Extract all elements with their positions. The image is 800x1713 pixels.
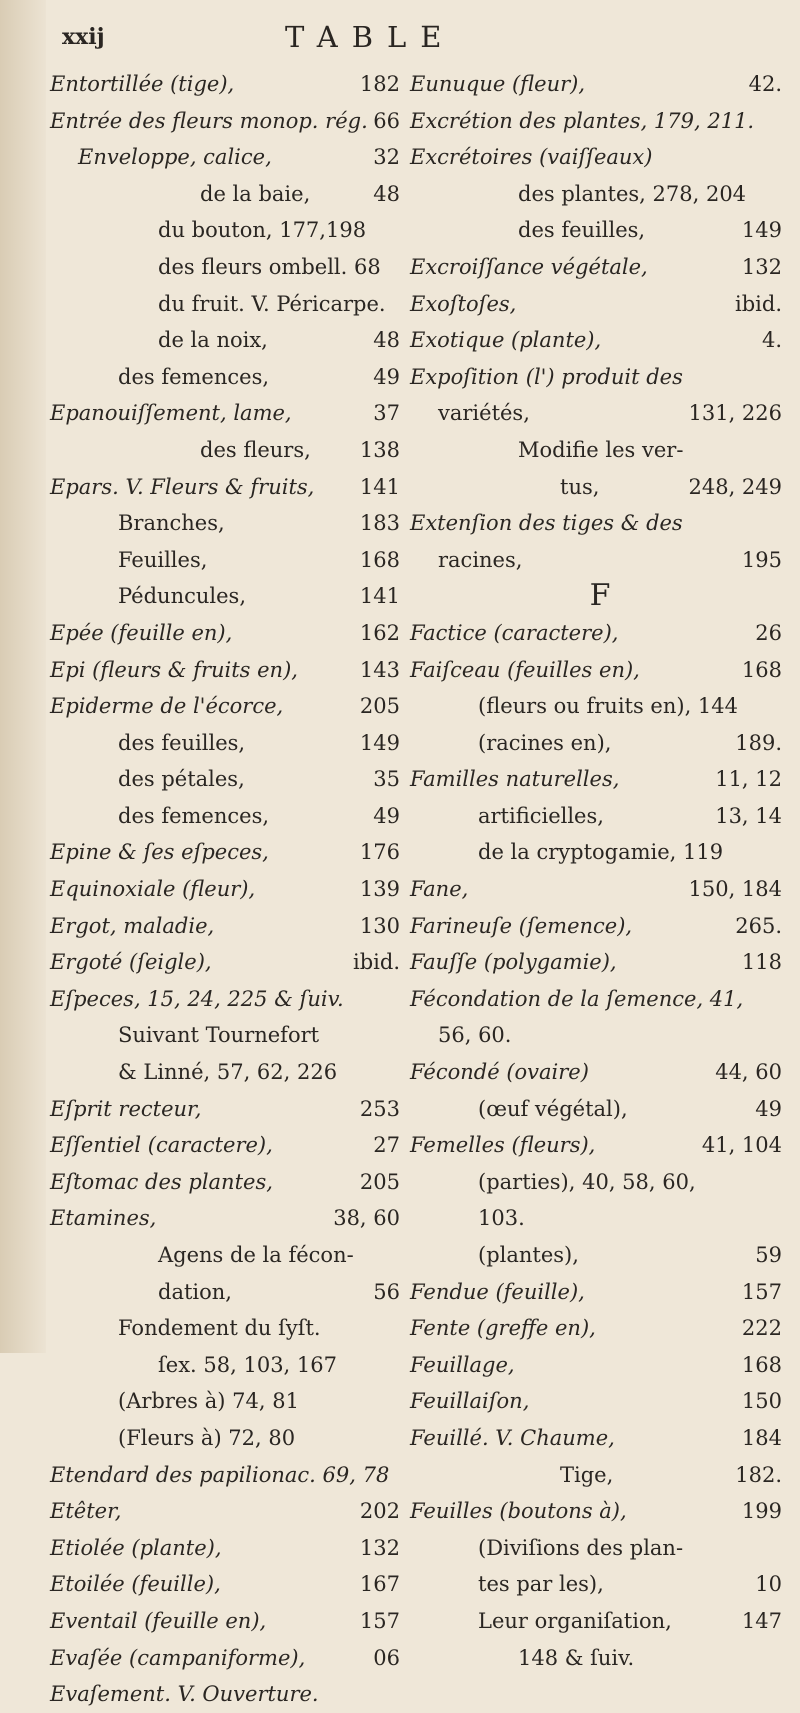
- entry-page-ref: 11, 12: [715, 767, 782, 792]
- index-entry: [410, 1164, 790, 1201]
- entry-text: Fendue (feuille),: [410, 1279, 585, 1304]
- entry-text: Eventail (feuille en),: [50, 1608, 267, 1633]
- entry-text: Feuillé. V. Chaume,: [410, 1425, 615, 1450]
- index-entry: [50, 1493, 408, 1530]
- entry-text: (Fleurs à) 72, 80: [118, 1425, 296, 1450]
- entry-page-ref: 59: [755, 1243, 782, 1267]
- entry-text: Entrée des fleurs monop. rég.: [50, 108, 368, 133]
- entry-page-ref: 131, 226: [688, 401, 782, 426]
- entry-page-ref: 222: [741, 1316, 782, 1341]
- index-entry: [410, 469, 790, 506]
- index-entry: [50, 1310, 408, 1347]
- entry-text: & Linné, 57, 62, 226: [118, 1060, 338, 1085]
- entry-text: Epi (fleurs & fruits en),: [50, 657, 298, 682]
- index-entry: [410, 542, 790, 579]
- entry-text: Leur organiſation,: [478, 1608, 672, 1633]
- page-number: xxij: [62, 24, 105, 50]
- index-entry: [410, 652, 790, 689]
- entry-text: Etêter,: [50, 1499, 122, 1524]
- entry-text: 56, 60.: [438, 1023, 512, 1048]
- index-entry: [410, 1091, 790, 1128]
- entry-page-ref: 149: [359, 730, 400, 755]
- index-entry: [410, 139, 790, 176]
- entry-page-ref: 10: [755, 1572, 782, 1597]
- index-entry: [50, 1566, 408, 1603]
- entry-text: Etamines,: [50, 1206, 157, 1231]
- index-entry: [410, 322, 790, 359]
- index-entry: [50, 1383, 408, 1420]
- entry-text: Excrétoires (vaiſſeaux): [410, 145, 653, 170]
- entry-page-ref: 38, 60: [333, 1206, 400, 1231]
- index-entry: [410, 688, 790, 725]
- entry-page-ref: 35: [373, 767, 400, 792]
- index-entry: [410, 505, 790, 542]
- index-entry: [50, 688, 408, 725]
- index-entry: [410, 212, 790, 249]
- index-entry: [410, 615, 790, 652]
- index-entry: [410, 103, 790, 140]
- entry-text: Fauſſe (polygamie),: [410, 950, 617, 975]
- page-edge-shadow: [0, 0, 46, 1353]
- entry-page-ref: 157: [359, 1608, 400, 1633]
- entry-text: Feuillaiſon,: [410, 1389, 530, 1414]
- entry-page-ref: 48: [373, 181, 400, 206]
- entry-text: Familles naturelles,: [410, 767, 620, 792]
- entry-text: Branches,: [118, 511, 225, 536]
- index-entry: [410, 1530, 790, 1567]
- entry-text: Fécondation de la ſemence, 41,: [410, 986, 744, 1011]
- index-entry: [410, 1127, 790, 1164]
- entry-page-ref: 162: [359, 620, 400, 645]
- entry-text: des feuilles,: [118, 730, 246, 755]
- entry-text: Exotique (plante),: [410, 328, 602, 353]
- index-entry: [50, 1640, 408, 1677]
- index-entry: [410, 66, 790, 103]
- index-entry: [50, 1237, 408, 1274]
- index-entry: [50, 1054, 408, 1091]
- entry-page-ref: 253: [359, 1096, 400, 1121]
- index-entry: [410, 249, 790, 286]
- entry-text: tes par les),: [478, 1572, 604, 1597]
- entry-text: Epanouiſſement, lame,: [50, 401, 292, 426]
- entry-text: Fécondé (ovaire): [410, 1060, 589, 1085]
- entry-text: Femelles (fleurs),: [410, 1133, 596, 1158]
- entry-page-ref: 26: [755, 620, 782, 645]
- entry-text: variétés,: [438, 401, 530, 426]
- index-entry: [50, 981, 408, 1018]
- entry-page-ref: 150: [741, 1389, 782, 1414]
- entry-text: des fleurs ombell. 68: [158, 254, 381, 279]
- index-entry: [50, 1603, 408, 1640]
- index-entry: [50, 615, 408, 652]
- entry-text: Excroiſſance végétale,: [410, 254, 648, 279]
- entry-text: (œuf végétal),: [478, 1096, 628, 1121]
- index-entry: [410, 578, 790, 615]
- entry-text: des feuilles,: [518, 218, 646, 243]
- index-entry: [50, 249, 408, 286]
- running-header: [0, 18, 800, 58]
- index-entry: [50, 725, 408, 762]
- index-entry: [410, 1566, 790, 1603]
- entry-text: Etoilée (feuille),: [50, 1572, 221, 1597]
- entry-text: de la baie,: [200, 181, 311, 206]
- entry-page-ref: 32: [373, 145, 400, 170]
- running-title: TABLE: [285, 20, 456, 54]
- entry-page-ref: 132: [359, 1535, 400, 1560]
- entry-page-ref: 49: [755, 1096, 782, 1121]
- entry-text: du bouton, 177,198: [158, 218, 367, 243]
- entry-text: Factice (caractere),: [410, 620, 619, 645]
- index-entry: [410, 871, 790, 908]
- index-entry: [410, 834, 790, 871]
- entry-page-ref: 265.: [735, 913, 782, 938]
- index-entry: [50, 871, 408, 908]
- index-entry: [410, 1383, 790, 1420]
- index-entry: [50, 1017, 408, 1054]
- entry-text: Eunuque (fleur),: [410, 72, 586, 96]
- entry-page-ref: 147: [741, 1608, 782, 1633]
- entry-text: Feuilles (boutons à),: [410, 1499, 627, 1524]
- entry-text: de la cryptogamie, 119: [478, 840, 724, 865]
- entry-text: Eſtomac des plantes,: [50, 1169, 273, 1194]
- entry-page-ref: 248, 249: [688, 474, 782, 499]
- index-entry: [410, 1237, 790, 1274]
- entry-text: Eſpeces, 15, 24, 225 & ſuiv.: [50, 986, 344, 1011]
- entry-text: des fleurs,: [200, 437, 311, 462]
- entry-text: dation,: [158, 1279, 232, 1304]
- index-entry: [410, 1017, 790, 1054]
- entry-page-ref: 141: [359, 584, 400, 609]
- entry-text: des plantes, 278, 204: [518, 181, 747, 206]
- entry-text: (parties), 40, 58, 60,: [478, 1169, 696, 1194]
- entry-text: Expoſition (l') produit des: [410, 364, 683, 389]
- entry-text: Suivant Tournefort: [118, 1023, 320, 1048]
- entry-page-ref: 199: [741, 1499, 782, 1524]
- entry-page-ref: 143: [359, 657, 400, 682]
- entry-text: des femences,: [118, 803, 270, 828]
- entry-page-ref: 149: [741, 218, 782, 243]
- index-entry: [50, 761, 408, 798]
- entry-text: Epine & ſes eſpeces,: [50, 840, 269, 865]
- entry-text: Extenſion des tiges & des: [410, 511, 683, 536]
- entry-text: des pétales,: [118, 767, 245, 792]
- entry-page-ref: 167: [359, 1572, 400, 1597]
- index-entry: [50, 834, 408, 871]
- entry-page-ref: 66: [373, 108, 400, 133]
- entry-page-ref: 150, 184: [688, 877, 782, 902]
- entry-text: Etiolée (plante),: [50, 1535, 222, 1560]
- entry-text: 103.: [478, 1206, 525, 1231]
- index-entry: [50, 432, 408, 469]
- entry-text: F: [589, 578, 611, 614]
- entry-page-ref: 182.: [735, 1462, 782, 1487]
- entry-text: Enveloppe, calice,: [78, 145, 272, 170]
- right-column: [410, 66, 790, 1676]
- entry-page-ref: 27: [373, 1133, 400, 1158]
- entry-page-ref: 4.: [761, 328, 782, 353]
- index-entry: [410, 286, 790, 323]
- index-entry: [410, 1457, 790, 1494]
- index-entry: [50, 1164, 408, 1201]
- index-entry: [410, 1420, 790, 1457]
- index-entry: [410, 1054, 790, 1091]
- entry-page-ref: 195: [741, 547, 782, 572]
- entry-page-ref: 138: [359, 437, 400, 462]
- index-entry: [410, 176, 790, 213]
- entry-text: (Arbres à) 74, 81: [118, 1389, 299, 1414]
- entry-text: du fruit. V. Péricarpe.: [158, 291, 386, 316]
- index-entry: [50, 1530, 408, 1567]
- index-entry: [50, 1200, 408, 1237]
- index-entry: [50, 1676, 408, 1713]
- entry-text: Feuilles,: [118, 547, 208, 572]
- entry-text: racines,: [438, 547, 523, 572]
- entry-text: Modifie les ver-: [518, 437, 684, 462]
- index-entry: [410, 1640, 790, 1677]
- entry-text: Fente (greffe en),: [410, 1316, 596, 1341]
- entry-text: Evaſée (campaniforme),: [50, 1645, 306, 1670]
- index-entry: [50, 1457, 408, 1494]
- entry-page-ref: 189.: [735, 730, 782, 755]
- entry-text: Ergoté (ſeigle),: [50, 950, 212, 975]
- entry-text: Farineuſe (ſemence),: [410, 913, 633, 938]
- index-entry: [50, 542, 408, 579]
- index-entry: [50, 212, 408, 249]
- index-entry: [410, 1347, 790, 1384]
- entry-page-ref: 49: [373, 803, 400, 828]
- entry-text: artificielles,: [478, 803, 604, 828]
- index-entry: [50, 176, 408, 213]
- index-entry: [410, 1493, 790, 1530]
- entry-text: (fleurs ou fruits en), 144: [478, 694, 739, 719]
- entry-text: Evaſement. V. Ouverture.: [50, 1682, 319, 1707]
- entry-page-ref: 42.: [748, 72, 782, 96]
- entry-text: Feuillage,: [410, 1352, 515, 1377]
- index-entry: [50, 139, 408, 176]
- entry-page-ref: 44, 60: [715, 1060, 782, 1085]
- entry-text: Fane,: [410, 877, 469, 902]
- entry-page-ref: 205: [359, 1169, 400, 1194]
- index-entry: [50, 1347, 408, 1384]
- index-entry: [50, 103, 408, 140]
- entry-page-ref: ibid.: [735, 291, 782, 316]
- entry-text: des femences,: [118, 364, 270, 389]
- entry-text: Epars. V. Fleurs & fruits,: [50, 474, 315, 499]
- index-entry: [410, 761, 790, 798]
- index-entry: [410, 359, 790, 396]
- entry-text: ſex. 58, 103, 167: [158, 1352, 337, 1377]
- entry-text: 148 & ſuiv.: [518, 1645, 635, 1670]
- index-entry: [50, 359, 408, 396]
- entry-text: Epiderme de l'écorce,: [50, 694, 284, 719]
- entry-text: Exoſtoſes,: [410, 291, 517, 316]
- entry-page-ref: 37: [373, 401, 400, 426]
- index-entry: [50, 469, 408, 506]
- index-entry: [50, 322, 408, 359]
- index-entry: [410, 981, 790, 1018]
- index-entry: [410, 798, 790, 835]
- index-entry: [50, 1274, 408, 1311]
- entry-page-ref: 132: [741, 254, 782, 279]
- entry-page-ref: 184: [741, 1425, 782, 1450]
- entry-page-ref: 157: [741, 1279, 782, 1304]
- entry-page-ref: 48: [373, 328, 400, 353]
- entry-page-ref: 182: [359, 72, 400, 96]
- index-entry: [50, 652, 408, 689]
- index-entry: [50, 286, 408, 323]
- entry-text: Ergot, maladie,: [50, 913, 215, 938]
- left-column: [50, 66, 408, 1713]
- entry-page-ref: 168: [359, 547, 400, 572]
- entry-page-ref: 41, 104: [701, 1133, 782, 1158]
- entry-page-ref: 06: [373, 1645, 400, 1670]
- index-entry: [50, 944, 408, 981]
- entry-text: Péduncules,: [118, 584, 246, 609]
- entry-page-ref: 202: [359, 1499, 400, 1524]
- entry-page-ref: 139: [359, 877, 400, 902]
- index-entry: [410, 944, 790, 981]
- entry-text: (plantes),: [478, 1243, 579, 1267]
- entry-text: Eſprit recteur,: [50, 1096, 202, 1121]
- entry-text: Equinoxiale (fleur),: [50, 877, 256, 902]
- entry-text: tus,: [560, 474, 600, 499]
- entry-text: Eſſentiel (caractere),: [50, 1133, 273, 1158]
- entry-text: (Diviſions des plan-: [478, 1535, 684, 1560]
- entry-text: Epée (feuille en),: [50, 620, 233, 645]
- entry-text: Tige,: [560, 1462, 614, 1487]
- index-entry: [50, 908, 408, 945]
- index-entry: [410, 1200, 790, 1237]
- index-entry: [50, 798, 408, 835]
- index-entry: [410, 908, 790, 945]
- entry-text: (racines en),: [478, 730, 612, 755]
- entry-text: Entortillée (tige),: [50, 72, 235, 96]
- index-entry: [50, 66, 408, 103]
- index-entry: [410, 1603, 790, 1640]
- index-entry: [410, 432, 790, 469]
- entry-text: Etendard des papilionac. 69, 78: [50, 1462, 390, 1487]
- entry-page-ref: 13, 14: [715, 803, 782, 828]
- entry-text: Faiſceau (feuilles en),: [410, 657, 640, 682]
- entry-page-ref: 168: [741, 657, 782, 682]
- index-entry: [50, 578, 408, 615]
- index-entry: [410, 725, 790, 762]
- index-entry: [50, 395, 408, 432]
- entry-page-ref: ibid.: [353, 950, 400, 975]
- entry-page-ref: 141: [359, 474, 400, 499]
- index-entry: [50, 1127, 408, 1164]
- index-entry: [410, 395, 790, 432]
- entry-page-ref: 205: [359, 694, 400, 719]
- entry-page-ref: 56: [373, 1279, 400, 1304]
- entry-page-ref: 118: [741, 950, 782, 975]
- index-entry: [50, 1091, 408, 1128]
- index-entry: [50, 505, 408, 542]
- entry-page-ref: 176: [359, 840, 400, 865]
- index-entry: [50, 1420, 408, 1457]
- index-entry: [410, 1274, 790, 1311]
- entry-text: Agens de la fécon-: [158, 1243, 354, 1267]
- entry-page-ref: 130: [359, 913, 400, 938]
- entry-page-ref: 183: [359, 511, 400, 536]
- entry-text: Excrétion des plantes, 179, 211.: [410, 108, 755, 133]
- entry-page-ref: 49: [373, 364, 400, 389]
- index-entry: [410, 1310, 790, 1347]
- entry-page-ref: 168: [741, 1352, 782, 1377]
- entry-text: de la noix,: [158, 328, 268, 353]
- entry-text: Fondement du ſyſt.: [118, 1316, 321, 1341]
